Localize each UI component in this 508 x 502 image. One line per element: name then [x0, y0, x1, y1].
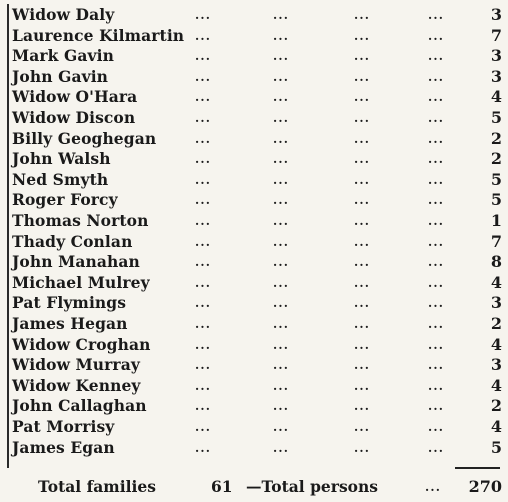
- person-name: Mark Gavin: [12, 46, 114, 66]
- family-count: 7: [490, 231, 502, 251]
- table-row: [0, 5, 508, 26]
- dot-leader: ...: [195, 399, 212, 414]
- dot-leader: ...: [273, 234, 290, 249]
- total-persons-value: 270: [468, 477, 502, 496]
- person-name: Thomas Norton: [12, 211, 149, 230]
- dot-leader: ...: [354, 152, 371, 167]
- table-row: [0, 211, 508, 232]
- totals-row: [0, 476, 508, 498]
- person-name: Widow Murray: [12, 355, 140, 375]
- family-count: 2: [490, 314, 502, 333]
- family-count: 4: [490, 334, 502, 354]
- dot-leader: ...: [273, 440, 290, 455]
- table-row: [0, 232, 508, 253]
- dot-leader: ...: [273, 193, 290, 208]
- dot-leader: ...: [428, 49, 445, 64]
- table-row: [0, 26, 508, 47]
- dot-leader: ...: [195, 317, 212, 331]
- dot-leader: ...: [273, 49, 290, 64]
- table-row: [0, 46, 508, 67]
- dot-leader: ...: [195, 90, 212, 105]
- family-count: 3: [490, 66, 502, 86]
- family-count: 3: [490, 46, 502, 66]
- dot-leader: ...: [428, 440, 445, 455]
- dot-leader: ...: [195, 440, 212, 455]
- table-row: [0, 376, 508, 397]
- dot-leader: ...: [354, 337, 371, 352]
- dot-leader: ...: [195, 420, 212, 434]
- dot-leader: ...: [195, 69, 212, 84]
- dot-leader: ...: [195, 49, 212, 64]
- dot-leader: ...: [273, 172, 290, 187]
- table-row: [0, 149, 508, 170]
- table-row: [0, 87, 508, 108]
- dot-leader: ...: [273, 131, 290, 146]
- dot-leader: ...: [273, 296, 290, 311]
- dot-leader: ...: [273, 111, 290, 125]
- family-count: 2: [490, 128, 502, 148]
- dot-leader: ...: [195, 255, 212, 270]
- dot-leader: ...: [273, 255, 290, 270]
- dot-leader: ...: [428, 172, 445, 187]
- table-row: [0, 314, 508, 335]
- table-row: [0, 252, 508, 273]
- family-count: 3: [490, 293, 502, 313]
- dot-leader: ...: [428, 317, 445, 331]
- dot-leader: ...: [273, 8, 290, 22]
- total-families-label: Total families: [38, 477, 156, 496]
- family-count: 2: [490, 149, 502, 169]
- person-name: Widow Daly: [12, 5, 115, 24]
- dot-leader: ...: [354, 111, 371, 125]
- dot-leader: ...: [354, 358, 371, 373]
- dot-leader: ...: [428, 420, 445, 434]
- table-row: [0, 355, 508, 376]
- sum-rule: [455, 467, 500, 469]
- dot-leader: ...: [354, 378, 371, 393]
- dot-leader: ...: [428, 358, 445, 373]
- dot-leader: ...: [195, 275, 212, 290]
- family-count: 7: [490, 25, 502, 45]
- person-name: Pat Flymings: [12, 293, 127, 313]
- dot-leader: ...: [354, 131, 371, 146]
- family-count: 5: [490, 169, 502, 189]
- dot-leader: ...: [428, 131, 445, 146]
- dot-leader: ...: [428, 399, 445, 414]
- person-name: Roger Forcy: [12, 190, 118, 210]
- dot-leader: ...: [428, 275, 445, 290]
- dot-leader: ...: [428, 337, 445, 352]
- table-row: [0, 335, 508, 356]
- dot-leader: ...: [428, 193, 445, 208]
- person-name: Michael Mulrey: [12, 272, 150, 292]
- table-row: [0, 170, 508, 191]
- family-count: 8: [490, 252, 502, 272]
- dot-leader: ...: [428, 8, 445, 22]
- family-count: 4: [490, 375, 502, 395]
- dot-leader: ...: [195, 378, 212, 393]
- family-count: 5: [490, 190, 502, 210]
- table-row: [0, 438, 508, 459]
- person-name: James Egan: [12, 437, 115, 457]
- dot-leader: ...: [428, 28, 445, 43]
- dot-leader: ...: [354, 275, 371, 290]
- family-count: 5: [490, 108, 502, 127]
- dot-leader: ...: [428, 378, 445, 393]
- dot-leader: ...: [195, 337, 212, 352]
- dot-leader: ...: [425, 480, 442, 494]
- table-row: [0, 108, 508, 129]
- dot-leader: ...: [273, 317, 290, 331]
- dot-leader: ...: [195, 152, 212, 167]
- family-count: 2: [490, 396, 502, 416]
- dot-leader: ...: [428, 69, 445, 84]
- dot-leader: ...: [428, 152, 445, 167]
- dot-leader: ...: [428, 111, 445, 125]
- total-families-value: 61: [211, 477, 233, 496]
- dot-leader: ...: [354, 49, 371, 64]
- dot-leader: ...: [273, 358, 290, 373]
- dot-leader: ...: [354, 255, 371, 270]
- dot-leader: ...: [354, 440, 371, 455]
- family-count: 4: [490, 87, 502, 107]
- person-name: Thady Conlan: [12, 231, 133, 251]
- total-persons-label: —Total persons: [246, 477, 379, 496]
- dot-leader: ...: [354, 28, 371, 43]
- person-name: James Hegan: [12, 314, 128, 333]
- person-name: John Manahan: [12, 252, 140, 272]
- family-count: 3: [490, 5, 502, 24]
- table-row: [0, 190, 508, 211]
- dot-leader: ...: [273, 275, 290, 290]
- family-count: 4: [490, 272, 502, 292]
- dot-leader: ...: [195, 296, 212, 311]
- dot-leader: ...: [195, 8, 212, 22]
- person-name: Widow Croghan: [12, 334, 151, 354]
- dot-leader: ...: [354, 8, 371, 22]
- dot-leader: ...: [354, 69, 371, 84]
- dot-leader: ...: [195, 172, 212, 187]
- dot-leader: ...: [354, 90, 371, 105]
- table-row: [0, 273, 508, 294]
- dot-leader: ...: [428, 214, 445, 228]
- person-name: Widow Kenney: [12, 375, 141, 395]
- dot-leader: ...: [428, 255, 445, 270]
- person-name: John Walsh: [12, 149, 111, 169]
- dot-leader: ...: [195, 193, 212, 208]
- dot-leader: ...: [273, 28, 290, 43]
- person-name: Billy Geoghegan: [12, 128, 157, 148]
- dot-leader: ...: [428, 90, 445, 105]
- dot-leader: ...: [273, 420, 290, 434]
- dot-leader: ...: [195, 131, 212, 146]
- table-row: [0, 129, 508, 150]
- person-name: Pat Morrisy: [12, 417, 115, 436]
- person-name: Laurence Kilmartin: [12, 25, 185, 45]
- dot-leader: ...: [195, 234, 212, 249]
- family-count: 1: [490, 211, 502, 230]
- dot-leader: ...: [273, 214, 290, 228]
- dot-leader: ...: [273, 378, 290, 393]
- person-name: Widow Discon: [12, 108, 136, 127]
- table-row: [0, 67, 508, 88]
- dot-leader: ...: [273, 152, 290, 167]
- dot-leader: ...: [273, 69, 290, 84]
- table-row: [0, 417, 508, 438]
- dot-leader: ...: [195, 358, 212, 373]
- dot-leader: ...: [195, 214, 212, 228]
- person-name: Widow O'Hara: [12, 87, 138, 107]
- dot-leader: ...: [354, 234, 371, 249]
- person-name: John Gavin: [12, 66, 109, 86]
- dot-leader: ...: [428, 296, 445, 311]
- dot-leader: ...: [273, 399, 290, 414]
- dot-leader: ...: [354, 193, 371, 208]
- dot-leader: ...: [354, 317, 371, 331]
- person-name: Ned Smyth: [12, 169, 109, 189]
- dot-leader: ...: [428, 234, 445, 249]
- family-count: 3: [490, 355, 502, 375]
- dot-leader: ...: [273, 337, 290, 352]
- person-name: John Callaghan: [12, 396, 147, 416]
- dot-leader: ...: [354, 420, 371, 434]
- family-count: 4: [490, 417, 502, 436]
- dot-leader: ...: [354, 399, 371, 414]
- family-count: 5: [490, 437, 502, 457]
- dot-leader: ...: [195, 111, 212, 125]
- dot-leader: ...: [354, 214, 371, 228]
- dot-leader: ...: [354, 296, 371, 311]
- dot-leader: ...: [195, 28, 212, 43]
- table-row: [0, 293, 508, 314]
- table-row: [0, 396, 508, 417]
- dot-leader: ...: [273, 90, 290, 105]
- dot-leader: ...: [354, 172, 371, 187]
